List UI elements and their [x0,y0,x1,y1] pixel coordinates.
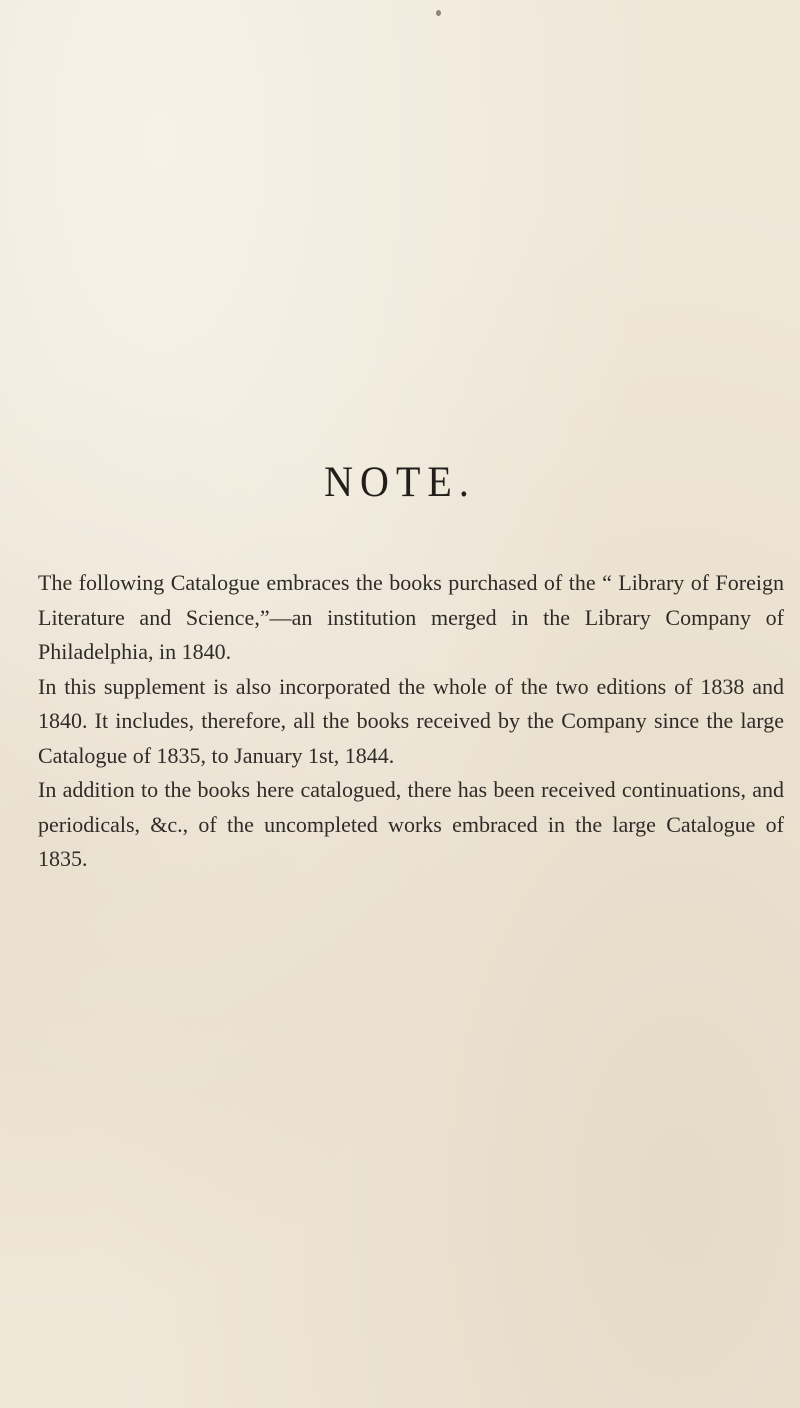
paragraph-2: In this supplement is also incorporated the whole of the two editions of 1838 and 1840. It includes, therefore, all the books received by the Company since the large Catalogue of 1835, to January 1st, 1844. [38,673,784,768]
paragraph-3: In addition to the books here catalogued, there has been received continuations, and periodicals, &c., of the uncompleted works embraced in the large Catalogue of 1835. [38,777,784,871]
page-title: NOTE. [324,457,476,506]
note-body [38,566,784,877]
paragraph-1: The following Catalogue embraces the books purchased of the “ Library of Foreign Literature and Science,”—an institution merged in the Library Company of Philadelphia, in 1840. [38,570,784,664]
ink-speck [436,10,441,16]
